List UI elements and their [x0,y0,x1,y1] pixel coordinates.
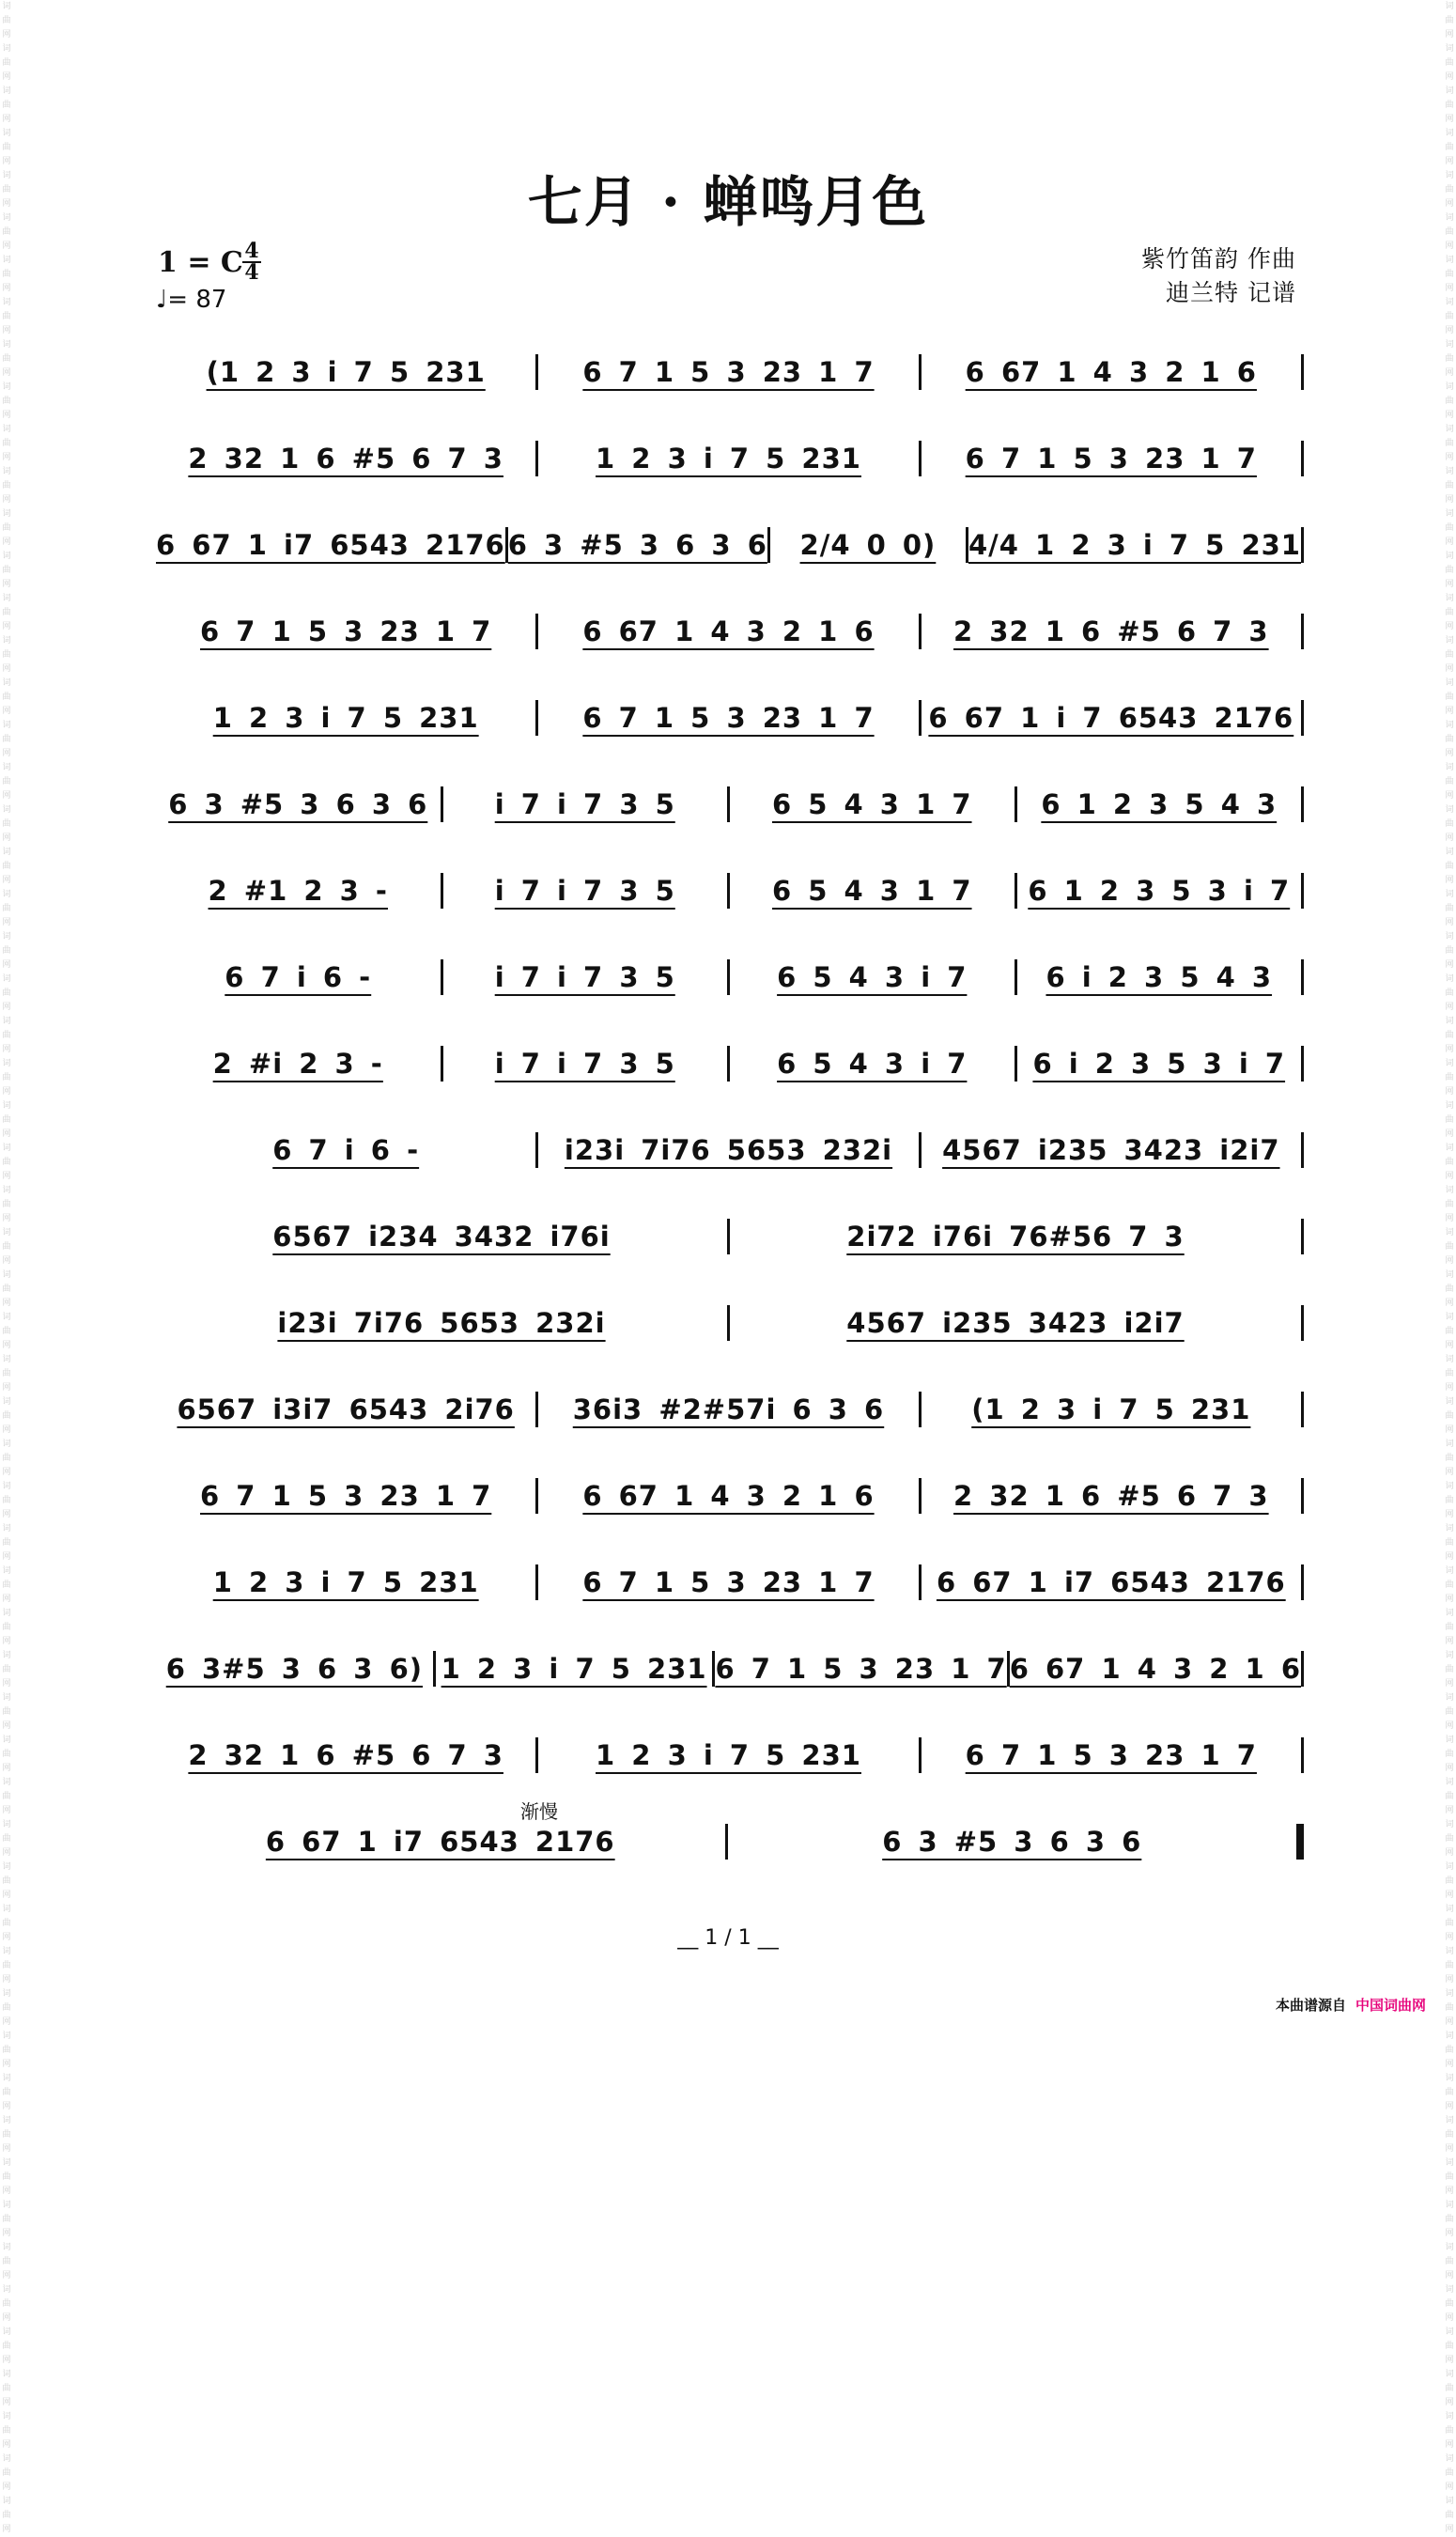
measure: 6 7 1 5 3 23 1 7 [200,1480,492,1512]
measure: i23i 7i76 5653 232i [277,1307,606,1339]
transcriber-credit: 迪兰特 记谱 [1166,279,1296,306]
measure: i23i 7i76 5653 232i [564,1134,893,1166]
page-title: 七月 · 蝉鸣月色 [527,170,929,234]
side-watermark-left: 词曲网词曲网词曲网词曲网词曲网词曲网词曲网词曲网词曲网词曲网词曲网词曲网词曲网词曲网词曲网词曲网词曲网词曲网词曲网词曲网词曲网词曲网词曲网词曲网词曲网词曲网词曲网词曲网词曲网词曲网词曲网词曲网词曲网词曲网词曲网词曲网词曲网词曲网词曲网词曲网词曲网词曲网词曲网词曲网词曲网词曲网词曲网词曲网词曲网词曲网词曲网词曲网词曲网词曲网词曲网词曲网词曲网词曲网词曲网词曲网 [2,2,11,2534]
measure: 6 7 1 5 3 23 1 7 [965,1739,1257,1771]
score-line [156,848,1304,934]
measure: 2 #i 2 3 - [212,1048,383,1080]
score-line [156,1280,1304,1366]
barline [1301,1046,1304,1082]
measure: 1 2 3 i 7 5 231 [441,1653,707,1685]
measure: (1 2 3 i 7 5 231 [971,1393,1251,1425]
measure: 6 67 1 4 3 2 1 6 [582,615,875,647]
measure: 6 3 #5 3 6 3 6 [168,788,428,820]
measure: 4567 i235 3423 i2i7 [846,1307,1185,1339]
score-line [156,1798,1304,1885]
score-body [156,329,1304,1885]
measure: 6 5 4 3 1 7 [771,875,972,907]
barline [1301,441,1304,476]
measure: 6567 i234 3432 i76i [272,1221,611,1253]
measure: 6 7 1 5 3 23 1 7 [582,1566,875,1598]
measure: 6 67 1 4 3 2 1 6 [582,1480,875,1512]
measure: 6 67 1 i7 6543 2176 [265,1826,615,1858]
score-line [156,502,1304,588]
measure: 4567 i235 3423 i2i7 [942,1134,1280,1166]
measure: 6 67 1 4 3 2 1 6 [965,356,1257,388]
score-line [156,1626,1304,1712]
measure: 6 5 4 3 i 7 [777,961,968,993]
measure: (1 2 3 i 7 5 231 [206,356,486,388]
measure: 1 2 3 i 7 5 231 [596,1739,861,1771]
score-line [156,761,1304,848]
composer-credit: 紫竹笛韵 作曲 [1141,245,1296,272]
page-number-text: 1 / 1 [705,1926,751,1950]
barline [1301,959,1304,995]
measure: 6 i 2 3 5 3 i 7 [1032,1048,1286,1080]
measure: 6 3 #5 3 6 3 6 [507,529,767,561]
barline [1301,1478,1304,1514]
measure: 2i72 i76i 76#56 7 3 [846,1221,1185,1253]
credits [1099,242,1296,310]
score-line [156,329,1304,415]
barline [1301,700,1304,736]
score-line [156,415,1304,502]
barline [1301,527,1304,563]
barline [1301,1305,1304,1341]
score-line [156,675,1304,761]
measure: 6 7 1 5 3 23 1 7 [965,443,1257,475]
source-credit [1276,1995,1426,2015]
time-signature-top: 4 [244,239,259,263]
measure: 2 32 1 6 #5 6 7 3 [188,1739,503,1771]
score-line [156,1020,1304,1107]
score-line [156,588,1304,675]
measure: 2 #1 2 3 - [208,875,388,907]
measure: 6 7 1 5 3 23 1 7 [582,356,875,388]
measure: 2/4 0 0) [799,529,937,561]
score-line [156,1366,1304,1453]
score-line [156,1712,1304,1798]
page-number: __ 1 / 1 __ [677,1926,779,1950]
measure: 4/4 1 2 3 i 7 5 231 [968,529,1301,561]
measure: 6 3 #5 3 6 3 6 [882,1826,1142,1858]
measure: 6 1 2 3 5 4 3 [1041,788,1278,820]
barline [1301,1392,1304,1427]
barline [1301,1132,1304,1168]
tempo-annotation: 渐慢 [520,1800,558,1823]
measure: 6 i 2 3 5 4 3 [1046,961,1273,993]
score-line [156,1453,1304,1539]
measure: 6 7 1 5 3 23 1 7 [200,615,492,647]
barline [1301,1564,1304,1600]
side-watermark-right: 词曲网词曲网词曲网词曲网词曲网词曲网词曲网词曲网词曲网词曲网词曲网词曲网词曲网词曲网词曲网词曲网词曲网词曲网词曲网词曲网词曲网词曲网词曲网词曲网词曲网词曲网词曲网词曲网词曲网词曲网词曲网词曲网词曲网词曲网词曲网词曲网词曲网词曲网词曲网词曲网词曲网词曲网词曲网词曲网词曲网词曲网词曲网词曲网词曲网词曲网词曲网词曲网词曲网词曲网词曲网词曲网词曲网词曲网词曲网词曲网 [1445,2,1454,2534]
measure: 6567 i3i7 6543 2i76 [177,1393,515,1425]
barline [1301,1737,1304,1773]
score-line [156,934,1304,1020]
measure: 6 7 1 5 3 23 1 7 [582,702,875,734]
score-line [156,1193,1304,1280]
measure: 6 5 4 3 i 7 [777,1048,968,1080]
tempo-marking: ♩= 87 [156,286,227,314]
barline [1301,1651,1304,1687]
measure: 2 32 1 6 #5 6 7 3 [953,1480,1269,1512]
measure: 6 67 1 i7 6543 2176 [936,1566,1286,1598]
barline [1301,786,1304,822]
score-line [156,1107,1304,1193]
measure: i 7 i 7 3 5 [494,788,675,820]
measure: i 7 i 7 3 5 [494,1048,675,1080]
measure: 6 1 2 3 5 3 i 7 [1028,875,1291,907]
barline [1301,354,1304,390]
score-line [156,1539,1304,1626]
measure: 6 67 1 i 7 6543 2176 [928,702,1294,734]
measure: 36i3 #2#57i 6 3 6 [572,1393,885,1425]
measure: 6 67 1 4 3 2 1 6 [1009,1653,1301,1685]
barline [1301,1219,1304,1254]
measure: i 7 i 7 3 5 [494,875,675,907]
key-signature: 1 = C [158,246,243,279]
time-signature-bottom: 4 [244,260,259,285]
measure: 6 67 1 i7 6543 2176 [156,529,505,561]
time-signature [242,241,261,283]
measure: 2 32 1 6 #5 6 7 3 [953,615,1269,647]
measure: 6 5 4 3 1 7 [771,788,972,820]
final-barline [1296,1824,1304,1860]
source-label: 本曲谱源自 [1275,1997,1346,2014]
measure: 6 7 1 5 3 23 1 7 [715,1653,1007,1685]
measure: 6 3#5 3 6 3 6) [165,1653,423,1685]
measure: 1 2 3 i 7 5 231 [212,702,479,734]
measure: i 7 i 7 3 5 [494,961,675,993]
source-brand: 中国词曲网 [1355,1997,1426,2014]
barline [1301,873,1304,909]
barline [1301,614,1304,649]
measure: 6 7 i 6 - [225,961,372,993]
measure: 2 32 1 6 #5 6 7 3 [188,443,503,475]
measure: 1 2 3 i 7 5 231 [596,443,861,475]
measure: 1 2 3 i 7 5 231 [212,1566,479,1598]
measure: 6 7 i 6 - [272,1134,420,1166]
